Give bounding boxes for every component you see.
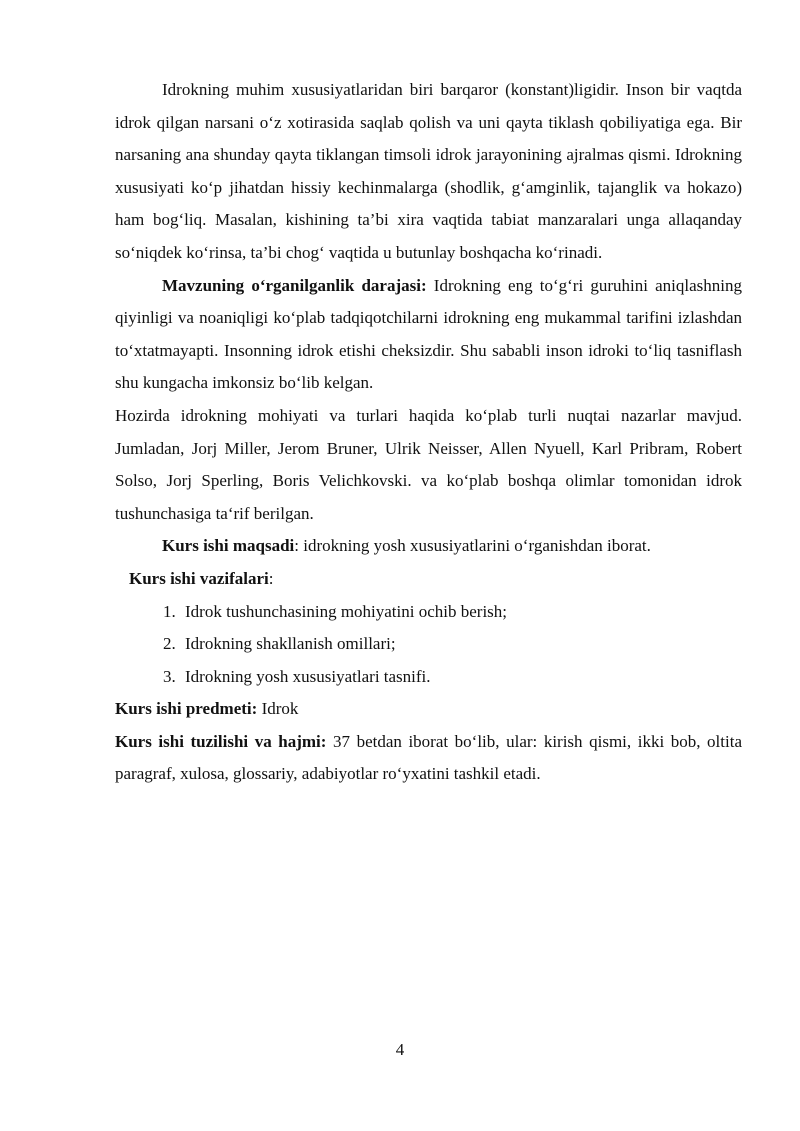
structure-text: 37 betdan iborat bo‘lib, ular: kirish qismi, ikki bob, oltita paragraf, xulosa, glossariy, adabiyotlar ro‘yxatini tashkil etadi. <box>115 731 742 784</box>
paragraph-viewpoints: Hozirda idrokning mohiyati va turlari haqida ko‘plab turli nuqtai nazarlar mavjud. Jumladan, Jorj Miller, Jerom Bruner, Ulrik Neisser, Allen Nyuell, Karl Pribram, Robert Solso, Jorj Sperling, Boris Velichkovski. va ko‘plab boshqa olimlar tomonidan idrok tushunchasiga ta‘rif berilgan. <box>115 405 742 523</box>
tasks-label: Kurs ishi vazifalari <box>129 568 269 588</box>
list-item <box>115 661 742 694</box>
paragraph-goal <box>115 530 742 563</box>
study-level-label: Mavzuning o‘rganilganlik darajasi: <box>162 275 427 295</box>
subject-text: Idrok <box>257 699 299 719</box>
list-text: Idrokning yosh xususiyatlari tasnifi. <box>185 666 431 686</box>
page-number: 4 <box>395 1040 405 1059</box>
paragraph-perception-constancy: Idrokning muhim xususiyatlaridan biri barqaror (konstant)ligidir. Inson bir vaqtda idrok qilgan narsani o‘z xotirasida saqlab qolish va uni qayta tiklash qobiliyatiga ega. Bir narsaning ana shunday qayta tiklangan timsoli idrok jarayonining ajralmas qismi. Idrokning xususiyati ko‘p jihatdan hissiy kechinmalarga (shodlik, g‘amginlik, tajanglik va hokazo) ham bog‘liq. Masalan, kishining ta’bi xira vaqtida tabiat manzaralari unga allaqanday so‘niqdek ko‘rinsa, ta’bi chog‘ vaqtida u butunlay boshqacha ko‘rinadi. <box>115 80 742 262</box>
tasks-list <box>115 596 742 694</box>
list-item <box>115 628 742 661</box>
list-item <box>115 596 742 629</box>
paragraph-structure <box>115 726 742 791</box>
list-number: 2. <box>163 634 176 654</box>
structure-label: Kurs ishi tuzilishi va hajmi: <box>115 731 327 751</box>
subject-label: Kurs ishi predmeti: <box>115 699 258 719</box>
paragraph-tasks-heading <box>115 563 742 596</box>
list-text: Idrokning shakllanish omillari; <box>185 634 396 654</box>
paragraph-subject <box>115 693 742 726</box>
tasks-colon: : <box>268 568 274 588</box>
goal-label: Kurs ishi maqsadi <box>162 536 295 556</box>
list-number: 1. <box>163 601 176 621</box>
goal-text: : idrokning yosh xususiyatlarini o‘rganishdan iborat. <box>294 536 651 556</box>
paragraph-study-level <box>115 270 742 400</box>
list-number: 3. <box>163 666 176 686</box>
study-level-text: Idrokning eng to‘g‘ri guruhini aniqlashning qiyinligi va noaniqligi ko‘plab tadqiqotchilarni idrokning eng mukammal tarifini izlashdan to‘xtatmayapti. Insonning idrok etishi cheksizdir. Shu sababli inson idroki to‘liq tasniflash shu kungacha imkonsiz bo‘lib kelgan. <box>115 275 742 393</box>
page-body <box>115 74 742 791</box>
list-text: Idrok tushunchasining mohiyatini ochib berish; <box>185 601 508 621</box>
